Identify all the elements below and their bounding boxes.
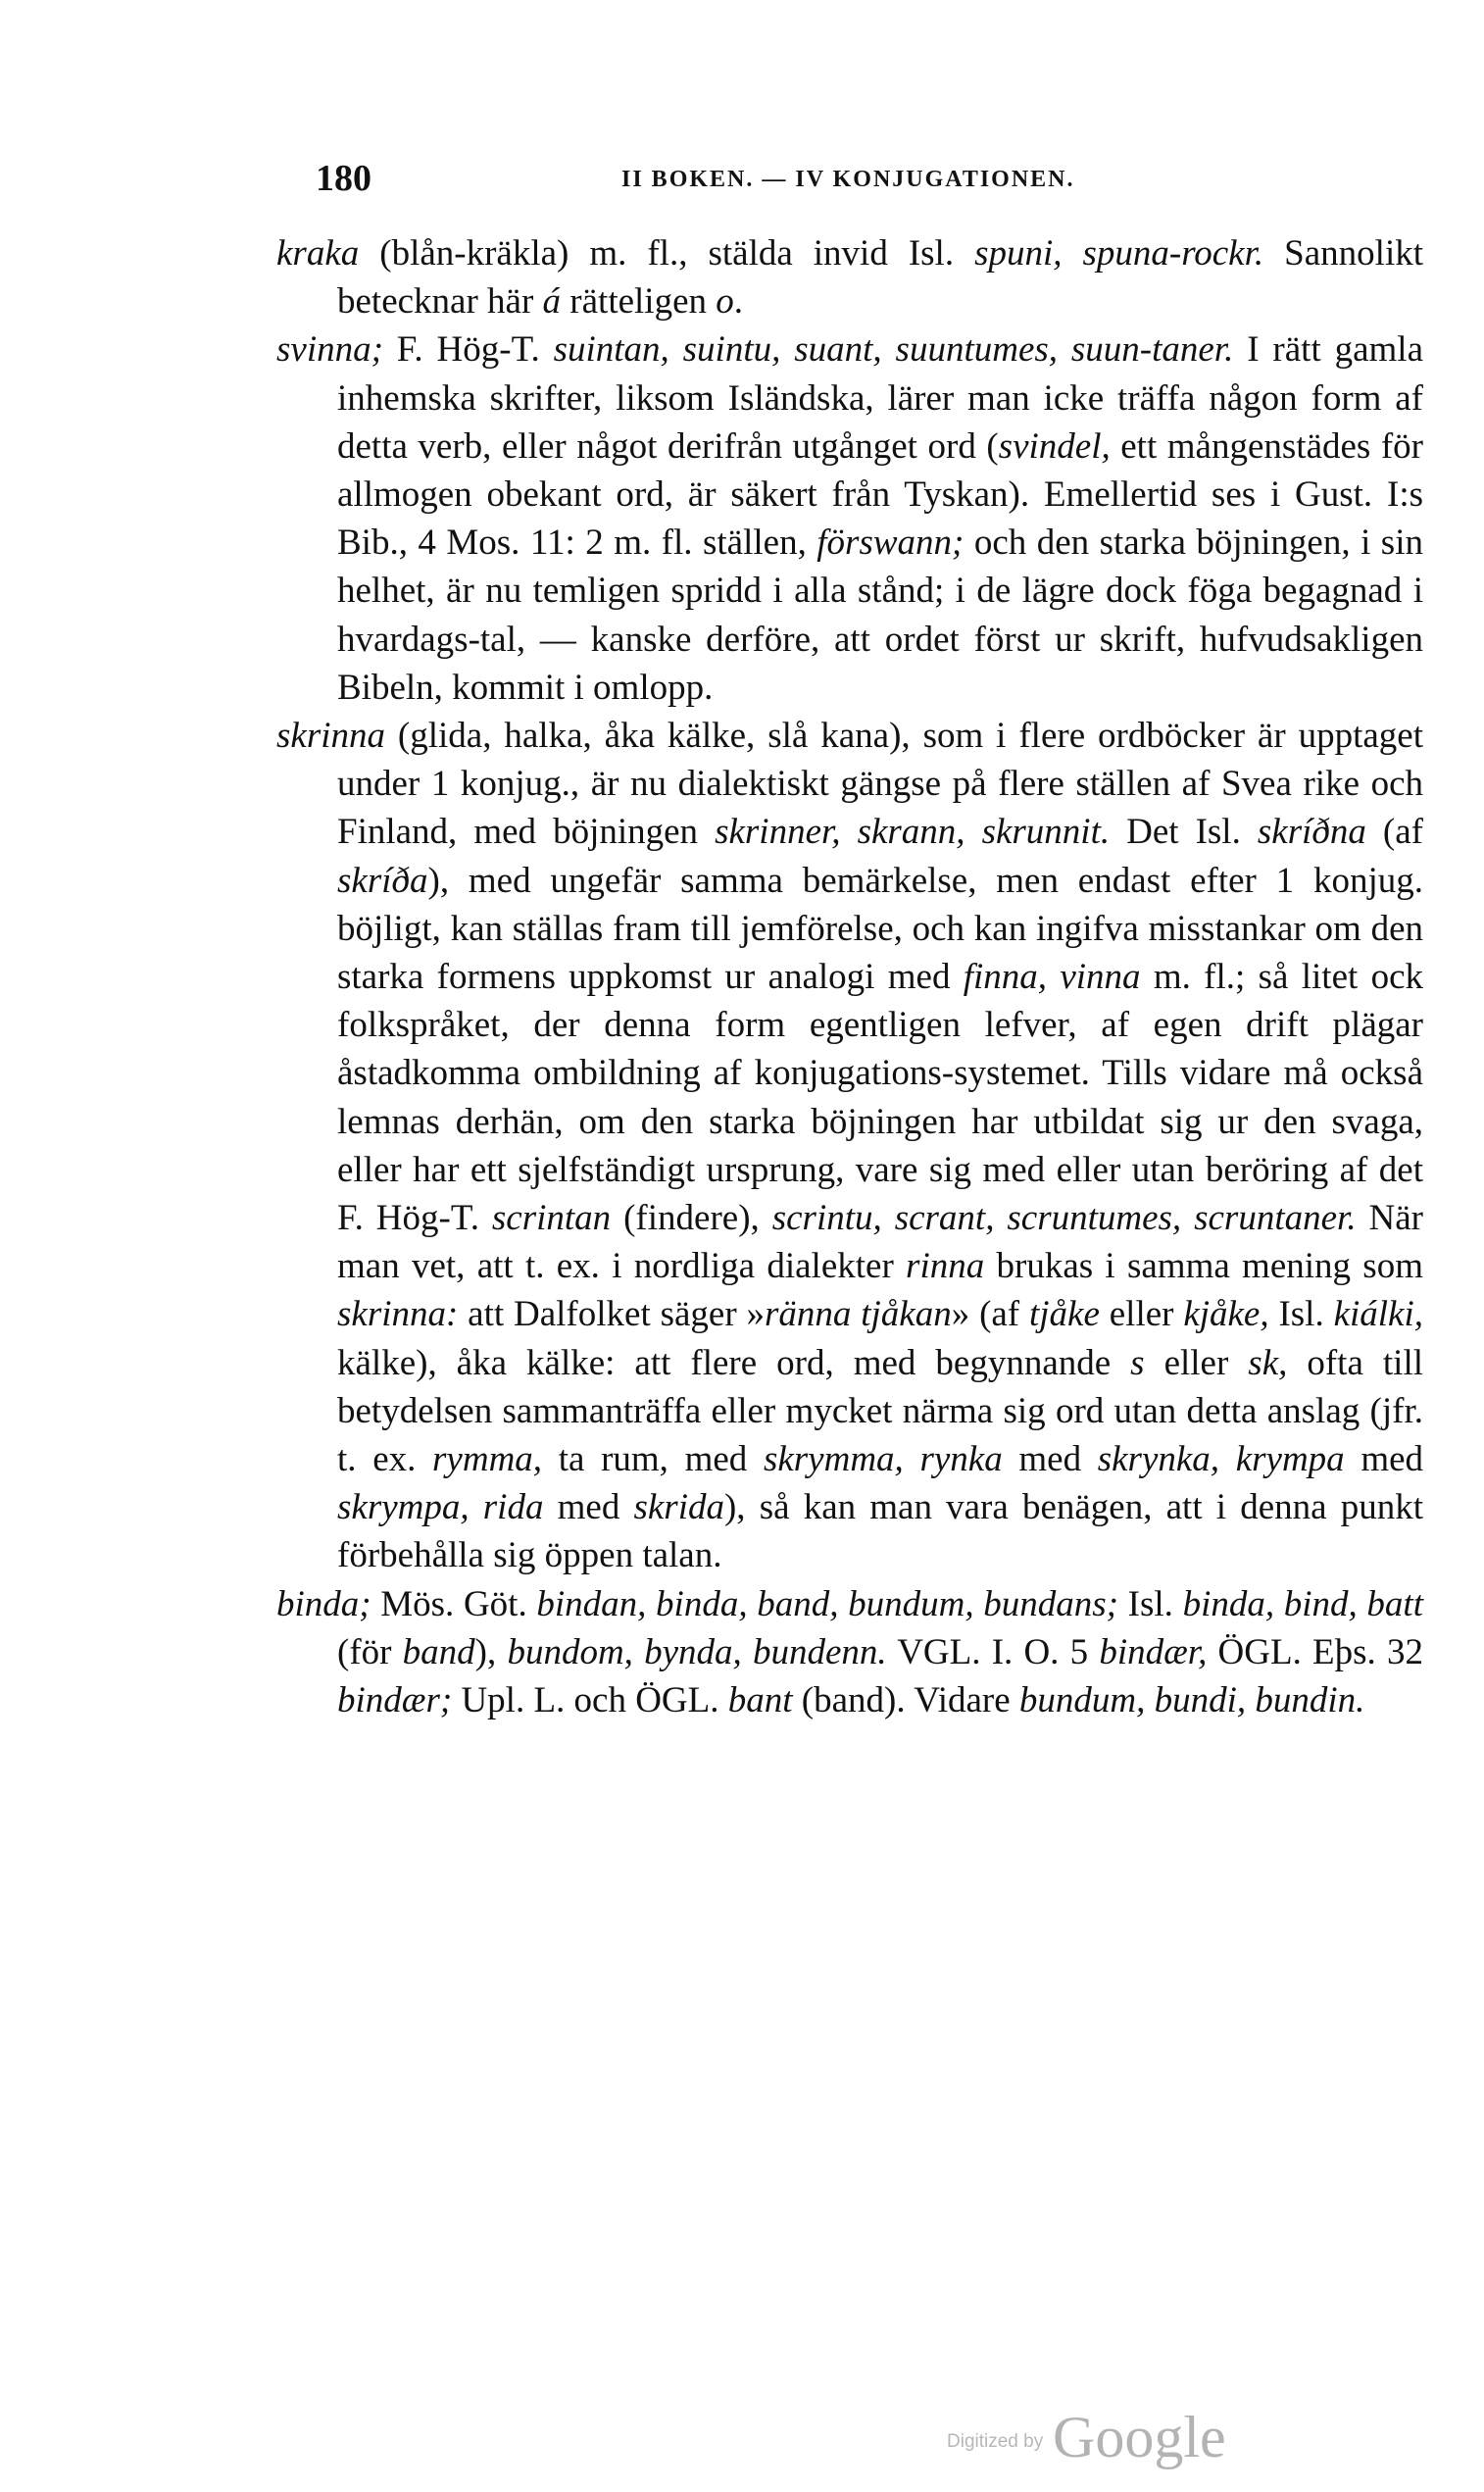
entry-text: m. fl.; så litet ock folkspråket, der denna form egentligen lefver, af egen drift plägar åstadkomma ombildning af konjugations-systemet. Tills vidare må också lemnas derhän, om den starka böjningen har utbildat sig ur den svaga, eller har ett sjelfständigt ursprung, vare sig med eller utan beröring af det F. Hög-T. [337,957,1423,1239]
entry-text: ofta till betydelsen sammanträffa eller mycket närma sig ord utan detta anslag (jfr. t. ex. [337,1342,1423,1480]
entry-text: och den starka böjningen, i sin helhet, är nu temligen spridd i alla stånd; i de lägre dock föga begagnad i hvardags-tal, — kanske derföre, att ordet först ur skrift, hufvudsakligen Bibeln, kommit i omlopp. [337,523,1423,708]
entry-text: Isl. [1268,1294,1334,1335]
italic-text: scrintu, scrant, scruntumes, scruntaner. [771,1198,1357,1239]
italic-text: ränna tjåkan [764,1294,952,1335]
italic-text: sk, [1248,1342,1288,1383]
entry-text: eller [1144,1342,1249,1383]
running-head: II BOKEN. — IV KONJUGATIONEN. [621,167,1075,192]
entry-text: (glida, halka, åka kälke, slå kana), som i flere ordböcker är upptaget under 1 konjug., är nu dialektiskt gängse på flere ställen af Svea rike och Finland, med böjningen [337,716,1423,853]
italic-text: skrinna: [337,1294,459,1335]
italic-text: rymma, [432,1439,543,1480]
italic-text: förswann; [816,523,965,564]
entry-text: I rätt gamla inhemska skrifter, liksom Isländska, lärer man icke träffa någon form af detta verb, eller något derifrån utgånget ord ( [337,329,1424,467]
headword: svinna; [276,329,383,371]
italic-text: skrida [633,1487,724,1528]
entry-text: . [733,281,744,323]
entry-text: (band). Vidare [792,1680,1019,1721]
italic-text: suintan, suintu, suant, suuntumes, suun-taner. [553,329,1234,371]
italic-text: kiálki, [1333,1294,1423,1335]
entry-text: Mös. Göt. [371,1583,537,1624]
google-logo: Google [1053,2405,1226,2469]
entry-text: När man vet, att t. ex. i nordliga dialekter [337,1198,1423,1287]
entry-text: rätteligen [561,281,717,323]
page-number: 180 [316,158,371,199]
entry-text: » (af [951,1294,1029,1335]
entry-text: ), [474,1631,508,1672]
italic-text: bundum, bundi, bundin. [1018,1680,1365,1721]
entry-text: (för [337,1631,403,1672]
digitized-watermark [947,2404,1359,2472]
entry-text: (af [1365,812,1423,853]
entry-text: (findere), [611,1198,772,1239]
entry-skrinna [276,712,1423,1580]
italic-text: s [1130,1342,1145,1383]
entry-svinna [276,325,1423,712]
entry-text: Upl. L. och ÖGL. [452,1680,728,1721]
entry-text: med [1002,1439,1098,1480]
entry-text: VGL. I. O. 5 [886,1631,1100,1672]
entry-text: Det Isl. [1110,812,1258,853]
italic-text: á [542,281,562,323]
italic-text: finna, vinna [963,957,1141,998]
entry-binda [276,1580,1423,1725]
entry-text: brukas i samma mening som [984,1246,1423,1287]
entry-text: ), så kan man vara benägen, att i denna punkt förbehålla sig öppen talan. [337,1487,1424,1576]
headword: binda; [276,1583,371,1624]
entry-text: eller [1099,1294,1184,1335]
digitized-by-text: Digitized by [947,2431,1044,2452]
entry-kraka [276,229,1423,325]
entry-text: med [543,1487,634,1528]
entry-text: ta rum, med [542,1439,764,1480]
italic-text: bindær; [337,1680,453,1721]
italic-text: scrintan [491,1198,612,1239]
italic-text: bindan, binda, band, bundum, bundans; [536,1583,1118,1624]
entry-text: med [1344,1439,1424,1480]
page-header [316,157,1149,206]
italic-text: band [402,1631,475,1672]
italic-text: skríða [337,860,428,901]
entry-text: ÖGL. Eþs. 32 [1207,1631,1423,1672]
italic-text: bundom, bynda, bundenn. [507,1631,887,1672]
entry-text: kälke), åka kälke: att flere ord, med begynnande [337,1342,1131,1383]
entry-text: (blån-kräkla) m. fl., stälda invid Isl. [359,233,975,274]
italic-text: tjåke [1028,1294,1100,1335]
italic-text: skrinner, skrann, skrunnit. [715,812,1111,853]
italic-text: rinna [906,1246,985,1287]
entry-text: att Dalfolket säger » [458,1294,765,1335]
entry-text: Isl. [1118,1583,1183,1624]
italic-text: bant [727,1680,793,1721]
italic-text: bindær, [1099,1631,1208,1672]
entry-text: ), med ungefär samma bemärkelse, men endast efter 1 konjug. böjligt, kan ställas fram till jemförelse, och kan ingifva misstankar om den starka formens uppkomst ur analogi med [337,860,1423,998]
headword: kraka [276,233,360,274]
italic-text: skrympa, rida [337,1487,544,1528]
body-text [276,229,1423,1724]
italic-text: skrymma, rynka [763,1439,1003,1480]
italic-text: binda, bind, batt [1182,1583,1423,1624]
italic-text: skríðna [1257,812,1366,853]
headword: skrinna [276,716,385,757]
entry-text: ett mångenstädes för allmogen obekant ord, är säkert från Tyskan). Emellertid ses i Gust. I:s Bib., 4 Mos. 11: 2 m. fl. ställen, [337,425,1423,564]
italic-text: skrynka, krympa [1097,1439,1345,1480]
entry-text: Sannolikt betecknar här [337,233,1424,323]
entry-text: F. Hög-T. [382,329,554,371]
italic-text: kjåke, [1183,1294,1269,1335]
italic-text: svindel, [998,425,1111,467]
italic-text: o [716,281,734,323]
italic-text: spuni, spuna-rockr. [974,233,1264,274]
